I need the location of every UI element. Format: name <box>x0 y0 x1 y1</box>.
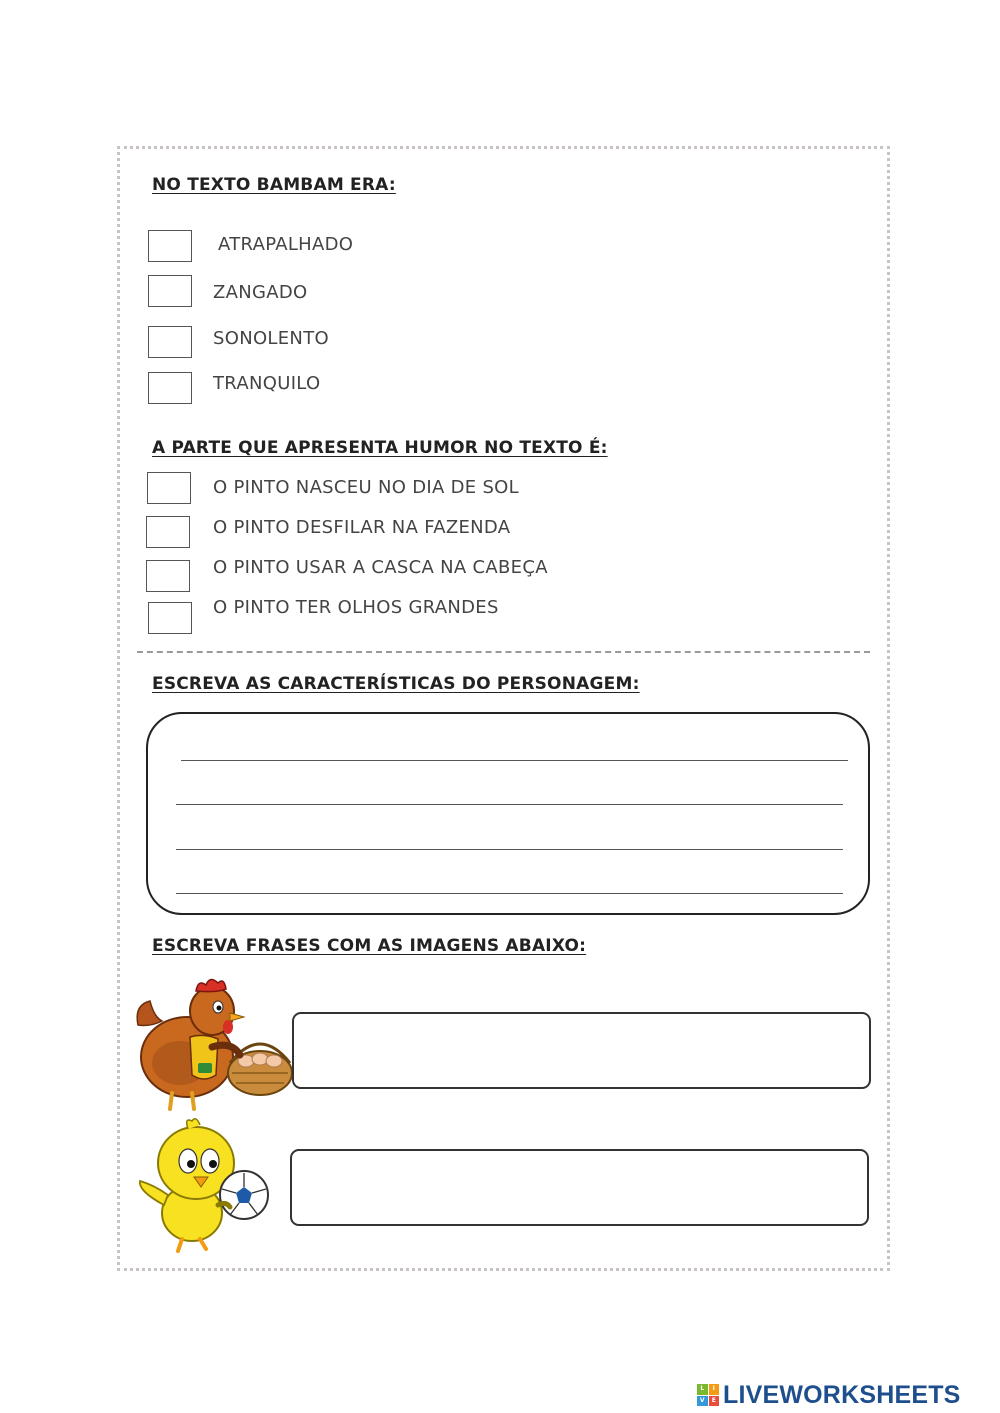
liveworksheets-mark-icon <box>697 1384 719 1406</box>
hen-illustration <box>132 975 294 1113</box>
sentence-box-hen[interactable] <box>292 1012 871 1089</box>
option-label: TRANQUILO <box>213 373 321 394</box>
section4-heading: ESCREVA FRASES COM AS IMAGENS ABAIXO: <box>152 936 587 956</box>
logo-letter: V <box>697 1396 708 1407</box>
section3-heading: ESCREVA AS CARACTERÍSTICAS DO PERSONAGEM: <box>152 674 640 694</box>
liveworksheets-logo <box>697 1380 961 1410</box>
option-label: ZANGADO <box>213 282 308 303</box>
sentence-box-chick[interactable] <box>290 1149 869 1226</box>
checkbox-atrapalhado[interactable] <box>148 230 192 262</box>
writing-line[interactable] <box>176 893 843 894</box>
checkbox-casca-cabeca[interactable] <box>146 560 190 592</box>
checkbox-desfilar-fazenda[interactable] <box>146 516 190 548</box>
section-divider <box>137 651 870 653</box>
option-label: O PINTO TER OLHOS GRANDES <box>213 597 499 618</box>
section2-heading: A PARTE QUE APRESENTA HUMOR NO TEXTO É: <box>152 438 608 458</box>
writing-line[interactable] <box>176 804 843 805</box>
checkbox-olhos-grandes[interactable] <box>148 602 192 634</box>
brand-name: LIVEWORKSHEETS <box>723 1380 961 1409</box>
logo-letter: E <box>709 1396 720 1407</box>
option-label: ATRAPALHADO <box>218 234 354 255</box>
writing-line[interactable] <box>181 760 848 761</box>
characteristics-answer-box[interactable] <box>146 712 870 915</box>
writing-line[interactable] <box>176 849 843 850</box>
section1-heading: NO TEXTO BAMBAM ERA: <box>152 175 396 195</box>
option-label: O PINTO DESFILAR NA FAZENDA <box>213 517 511 538</box>
checkbox-sonolento[interactable] <box>148 326 192 358</box>
logo-letter: L <box>697 1384 708 1395</box>
option-label: O PINTO USAR A CASCA NA CABEÇA <box>213 557 548 578</box>
option-label: SONOLENTO <box>213 328 329 349</box>
option-label: O PINTO NASCEU NO DIA DE SOL <box>213 477 519 498</box>
chick-with-ball-illustration <box>134 1117 274 1253</box>
checkbox-tranquilo[interactable] <box>148 372 192 404</box>
logo-letter: I <box>709 1384 720 1395</box>
checkbox-nasceu-dia-sol[interactable] <box>147 472 191 504</box>
checkbox-zangado[interactable] <box>148 275 192 307</box>
